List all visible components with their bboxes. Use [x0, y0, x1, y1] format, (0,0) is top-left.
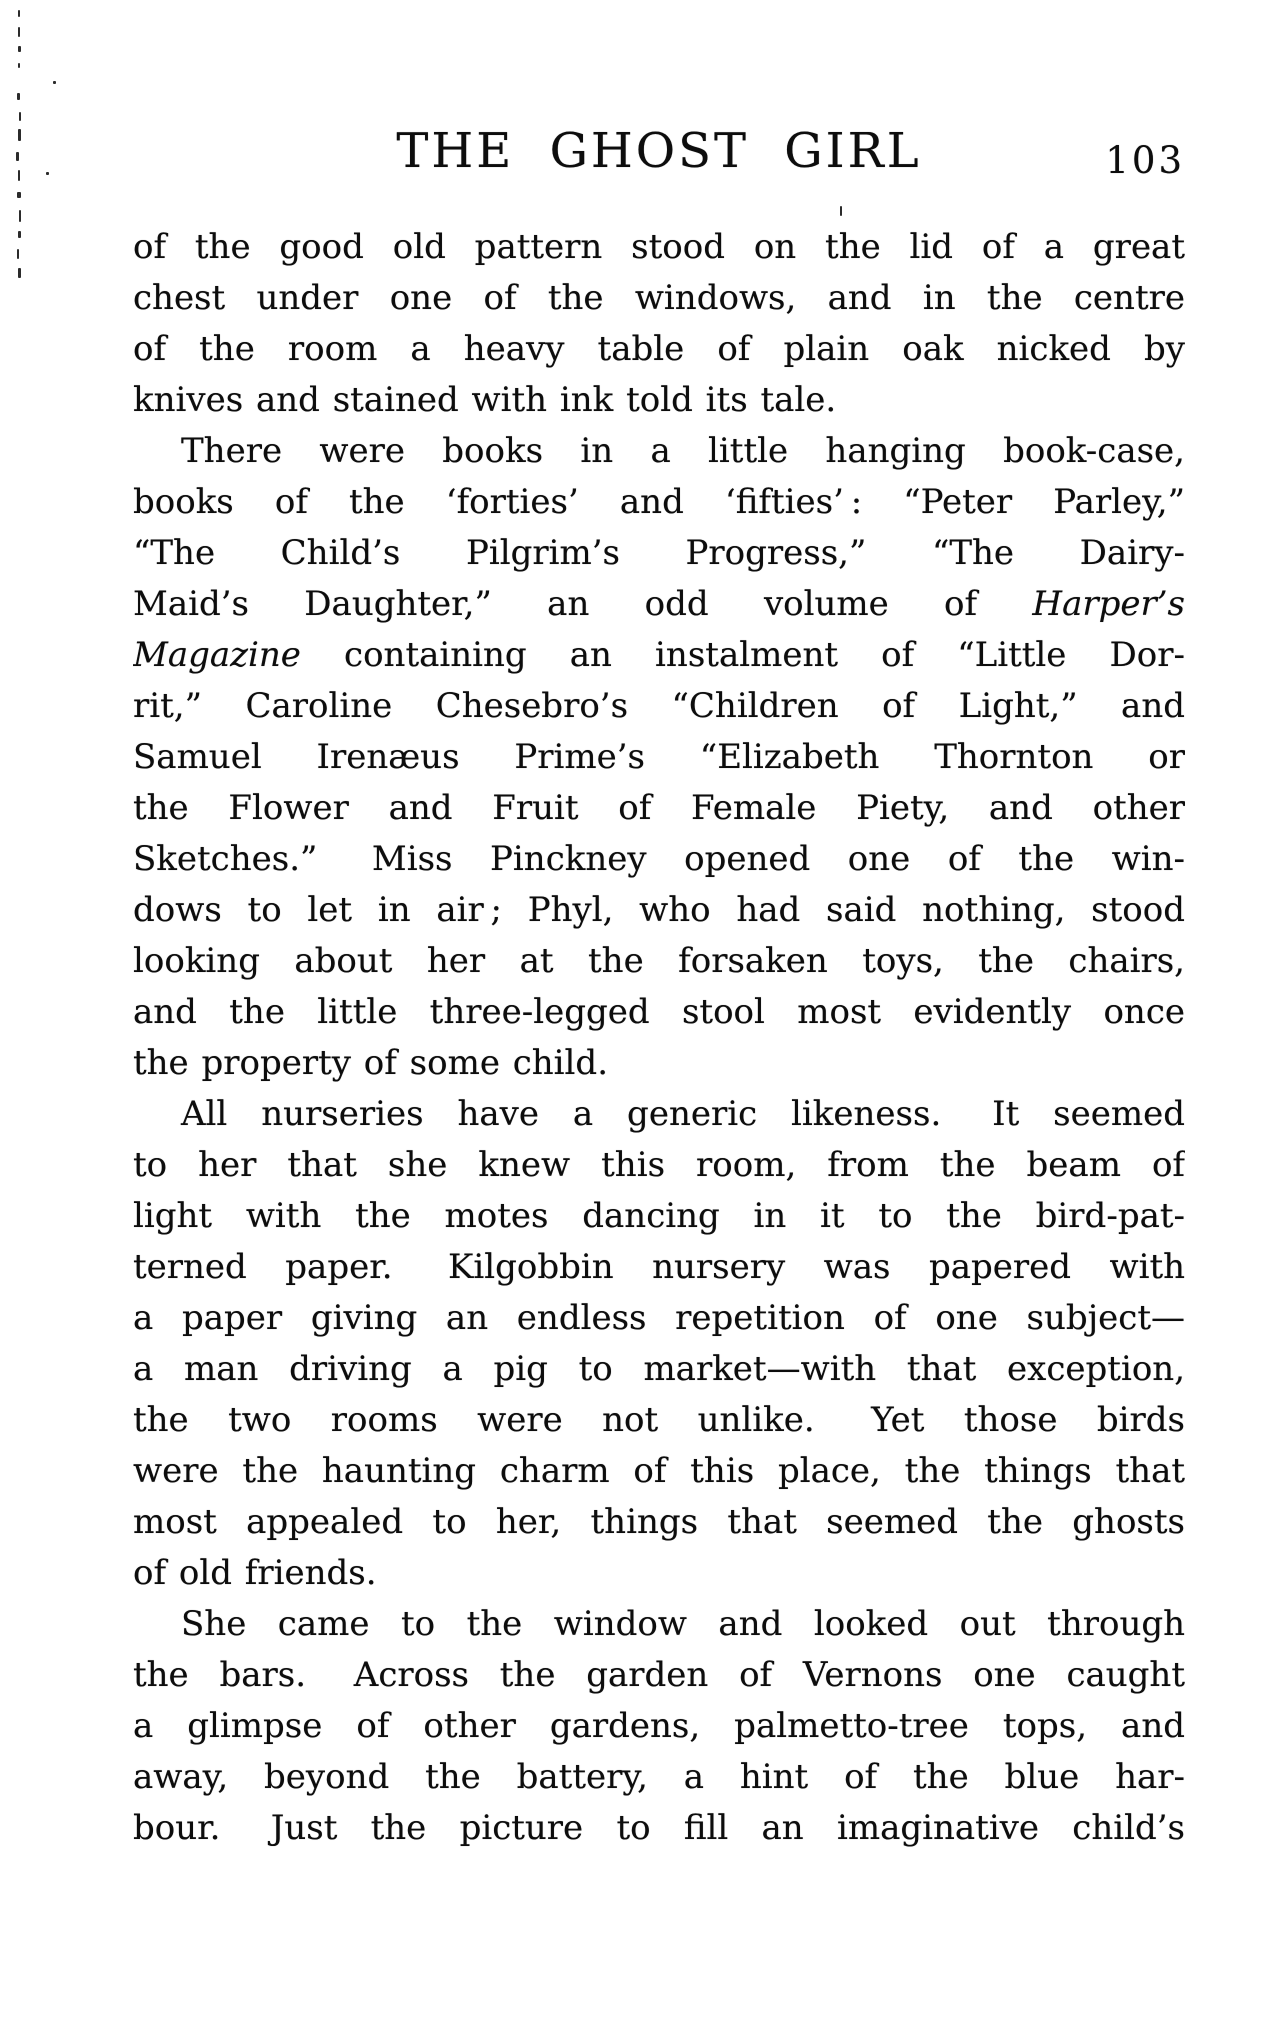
text-line: [133, 732, 1185, 783]
text-segment: dows to let in air ; Phyl, who had said nothing, stood: [133, 890, 1185, 930]
text-line: [133, 324, 1185, 375]
text-line: [133, 1395, 1185, 1446]
paragraph: [133, 1089, 1185, 1599]
text-segment: All nurseries have a generic likeness. It seemed: [181, 1094, 1185, 1134]
text-segment: of old friends.: [133, 1553, 377, 1593]
text-line: [133, 1752, 1185, 1803]
text-line: [133, 936, 1185, 987]
text-segment: the Flower and Fruit of Female Piety, and other: [133, 788, 1185, 828]
scan-artifact: [840, 206, 842, 216]
paragraph: [133, 222, 1185, 426]
page-body: [133, 222, 1185, 1854]
text-line: [133, 375, 1185, 426]
text-line: [133, 1446, 1185, 1497]
text-segment: and the little three-legged stool most evidently once: [133, 992, 1185, 1032]
text-line: [133, 222, 1185, 273]
text-segment: rit,” Caroline Chesebro’s “Children of Light,” and: [133, 686, 1185, 726]
text-line: [133, 1140, 1185, 1191]
paragraph: [133, 1599, 1185, 1854]
text-line: [133, 1701, 1185, 1752]
italic-text: Harper’s: [1032, 584, 1185, 624]
running-title: THE GHOST GIRL: [396, 123, 922, 179]
scan-artifact: [18, 129, 21, 141]
text-line: [133, 1242, 1185, 1293]
text-line: [133, 1803, 1185, 1854]
text-line: [133, 783, 1185, 834]
text-segment: a glimpse of other gardens, palmetto-tree tops, and: [133, 1706, 1185, 1746]
text-line: [133, 528, 1185, 579]
text-line: [133, 1293, 1185, 1344]
scan-artifact: [19, 112, 21, 121]
text-segment: She came to the window and looked out through: [181, 1604, 1185, 1644]
text-segment: the bars. Across the garden of Vernons one caught: [133, 1655, 1185, 1695]
text-segment: the two rooms were not unlike. Yet those birds: [133, 1400, 1185, 1440]
scan-artifact: [16, 152, 19, 161]
text-segment: most appealed to her, things that seemed the ghosts: [133, 1502, 1185, 1542]
text-segment: the property of some child.: [133, 1043, 609, 1083]
scan-artifact: [19, 210, 21, 222]
text-line: [133, 273, 1185, 324]
page-number: 103: [1105, 139, 1185, 182]
text-segment: terned paper. Kilgobbin nursery was papered with: [133, 1247, 1185, 1287]
text-line: [133, 1191, 1185, 1242]
text-segment: containing an instalment of “Little Dor-: [300, 635, 1185, 675]
text-line: [133, 1089, 1185, 1140]
text-line: [133, 1650, 1185, 1701]
paragraph: [133, 426, 1185, 1089]
text-line: [133, 426, 1185, 477]
text-line: [133, 1344, 1185, 1395]
scan-artifact: [17, 93, 20, 100]
text-line: [133, 987, 1185, 1038]
text-segment: away, beyond the battery, a hint of the blue har-: [133, 1757, 1185, 1797]
text-line: [133, 681, 1185, 732]
text-line: [133, 1497, 1185, 1548]
text-segment: looking about her at the forsaken toys, the chairs,: [133, 941, 1185, 981]
scan-artifact: [18, 10, 20, 17]
text-segment: of the room a heavy table of plain oak nicked by: [133, 329, 1185, 369]
scan-artifact: [18, 268, 21, 278]
text-segment: a man driving a pig to market—with that exception,: [133, 1349, 1185, 1389]
page-header: [133, 123, 1185, 182]
text-line: [133, 477, 1185, 528]
text-line: [133, 630, 1185, 681]
text-segment: bour. Just the picture to fill an imaginative child’s: [133, 1808, 1185, 1848]
scan-artifact: [17, 192, 21, 198]
text-segment: knives and stained with ink told its tale.: [133, 380, 837, 420]
text-line: [133, 834, 1185, 885]
text-segment: light with the motes dancing in it to the bird-pat-: [133, 1196, 1185, 1236]
text-line: [133, 579, 1185, 630]
scan-artifact: [17, 249, 19, 259]
text-segment: were the haunting charm of this place, the things that: [133, 1451, 1185, 1491]
text-segment: “The Child’s Pilgrim’s Progress,” “The Dairy-: [133, 533, 1185, 573]
scan-artifact: [18, 170, 20, 181]
text-segment: a paper giving an endless repetition of one subject—: [133, 1298, 1185, 1338]
scan-artifact: [53, 81, 56, 84]
text-segment: of the good old pattern stood on the lid of a great: [133, 227, 1185, 267]
text-line: [133, 1599, 1185, 1650]
text-segment: There were books in a little hanging book-case,: [181, 431, 1185, 471]
scan-artifact: [18, 63, 20, 68]
text-segment: books of the ‘forties’ and ‘fifties’ : “Peter Parley,”: [133, 482, 1185, 522]
text-segment: Maid’s Daughter,” an odd volume of: [133, 584, 1033, 624]
text-segment: chest under one of the windows, and in the centre: [133, 278, 1185, 318]
scan-artifact: [46, 172, 49, 175]
text-line: [133, 1548, 1185, 1599]
scan-artifact: [18, 27, 20, 37]
text-segment: Sketches.” Miss Pinckney opened one of the win-: [133, 839, 1185, 879]
italic-text: Magazine: [133, 635, 301, 675]
text-line: [133, 1038, 1185, 1089]
text-segment: Samuel Irenæus Prime’s “Elizabeth Thornton or: [133, 737, 1185, 777]
scan-artifact: [18, 46, 21, 52]
text-segment: to her that she knew this room, from the beam of: [133, 1145, 1185, 1185]
text-line: [133, 885, 1185, 936]
scan-artifact: [18, 231, 21, 238]
